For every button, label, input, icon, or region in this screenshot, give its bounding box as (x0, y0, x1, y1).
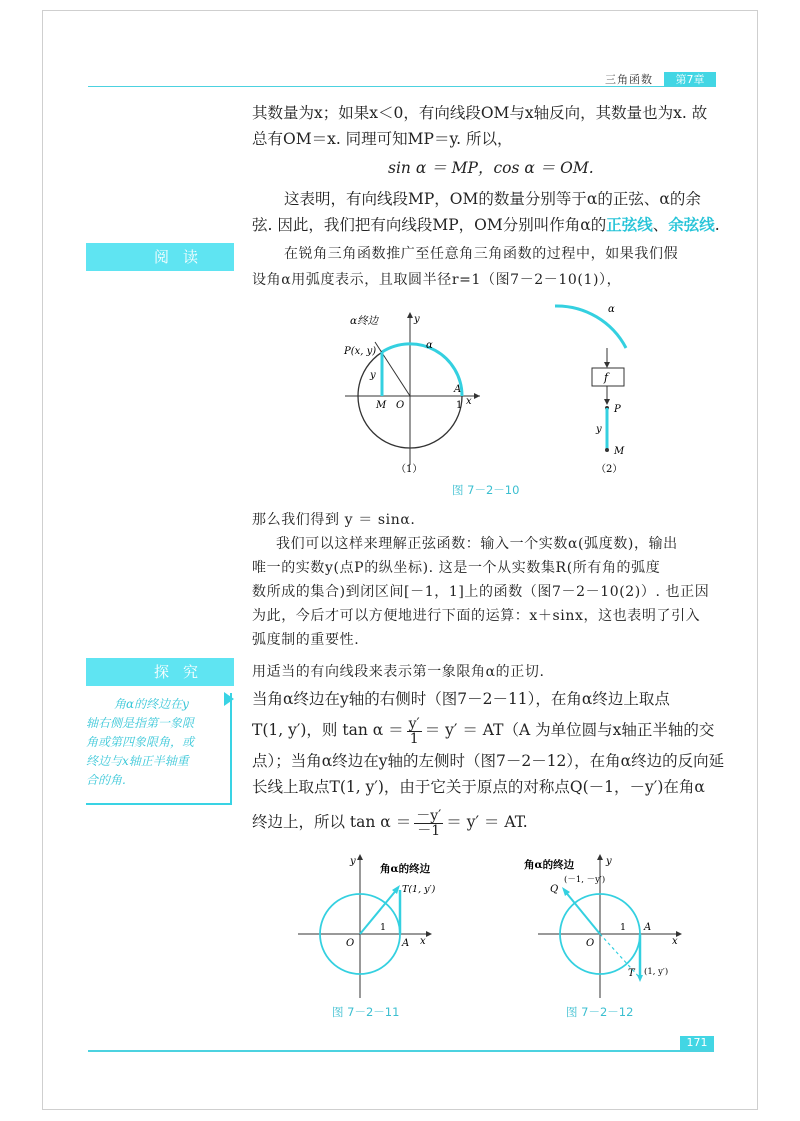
figure-7-2-10 (330, 300, 660, 500)
paragraph-line: 其数量为x；如果x＜0，有向线段OM与x轴反向，其数量也为x. 故 (252, 104, 708, 122)
reading-tab: 阅读 (86, 243, 234, 271)
explore-line-frac (252, 804, 528, 840)
label-a: A (644, 922, 652, 933)
note-line: 角或第四象限角，或 (86, 735, 195, 749)
paragraph-line (252, 212, 720, 238)
tangent-arrow-icon (637, 975, 643, 982)
note-line: 终边与x轴正半轴重 (86, 754, 189, 768)
paragraph-line: 这表明，有向线段MP，OM的数量分别等于α的正弦、α的余 (284, 190, 701, 208)
label-x: x (420, 936, 426, 947)
reading-line: 唯一的实数y(点P的纵坐标). 这是一个从实数集R(所有角的弧度 (252, 560, 661, 576)
page-number: 171 (680, 1036, 714, 1050)
label-m: M (376, 400, 387, 411)
explore-line-frac (252, 712, 714, 748)
label-y: y (606, 856, 612, 867)
note-arrow-icon (224, 692, 234, 706)
formula-sin-cos: sin α ＝ MP，cos α ＝ OM. (388, 159, 594, 177)
period: . (714, 216, 720, 234)
label-p2: P (614, 404, 621, 415)
reading-line: 我们可以这样来理解正弦函数：输入一个实数α(弧度数)，输出 (276, 536, 678, 552)
label-p: P(x, y) (344, 346, 377, 357)
paragraph-text: 弦. 因此，我们把有向线段MP，OM分别叫作角α的 (252, 216, 607, 234)
figure-caption: 图 7－2－10 (452, 483, 520, 497)
header-chapter-badge: 第7章 (664, 72, 716, 87)
explore-text: ＝ y′ ＝ AT（A 为单位圆与x轴正半轴的交 (424, 721, 715, 739)
alpha-arc (555, 306, 626, 348)
label-alpha2: α (608, 304, 615, 315)
x-axis-arrow-icon (426, 931, 432, 937)
explore-line: 用适当的有向线段来表示第一象限角α的正切. (252, 664, 545, 680)
subcaption-2: （2） (596, 464, 623, 475)
label-o: O (346, 938, 355, 949)
x-axis-arrow-icon (474, 393, 480, 399)
fraction-den: －1 (417, 822, 441, 839)
label-t-coord: (1, y′) (644, 967, 669, 977)
label-o: O (586, 938, 595, 949)
y-axis-arrow-icon (407, 312, 413, 318)
label-terminal: 角α的终边 (380, 863, 431, 875)
fraction-2 (414, 809, 443, 838)
figure-7-2-12 (520, 850, 700, 1000)
y-axis-arrow-icon (357, 854, 363, 860)
label-y2: y (596, 424, 602, 435)
label-y: y (370, 370, 376, 381)
sidebar-note (86, 695, 222, 790)
reading-line: 为此，今后才可以方便地进行下面的运算：x＋sinx，这也表明了引入 (252, 608, 701, 624)
note-line: 角α的终边在y (114, 697, 189, 711)
header-section-title: 三角函数 (605, 73, 653, 86)
explore-tab: 探究 (86, 658, 234, 686)
explore-text: ＝ y′ ＝ AT. (446, 813, 528, 831)
label-t: T (628, 968, 635, 979)
fraction-den: 1 (409, 730, 419, 747)
reading-line: 弧度制的重要性. (252, 632, 360, 648)
note-line: 轴右侧是指第一象限 (86, 716, 195, 730)
term-sine-line: 正弦线 (606, 215, 653, 234)
point-m (605, 448, 609, 452)
figure-7-2-11 (290, 850, 460, 1000)
explore-text: 终边上，所以 tan α ＝ (252, 813, 412, 831)
label-y-axis: y (414, 314, 420, 325)
figure-caption: 图 7－2－11 (332, 1005, 400, 1019)
footer-rule (88, 1050, 714, 1052)
fraction-num: y′ (408, 715, 420, 732)
label-a: A (402, 938, 410, 949)
output-arrow-icon (604, 399, 610, 405)
label-one: 1 (456, 400, 463, 411)
reading-line: 在锐角三角函数推广至任意角三角函数的过程中，如果我们假 (284, 246, 679, 262)
label-one: 1 (620, 922, 627, 933)
fraction-1 (407, 717, 422, 746)
reading-line: 设角α用弧度表示，且取圆半径r=1（图7－2－10(1)）， (252, 272, 622, 288)
explore-line: 当角α终边在y轴的右侧时（图7－2－11），在角α终边上取点 (252, 690, 670, 708)
label-terminal: 角α的终边 (524, 859, 575, 871)
subcaption-1: （1） (396, 464, 423, 475)
input-arrow-icon (604, 362, 610, 368)
label-q-coord: (－1, －y′) (564, 875, 606, 885)
label-q: Q (550, 884, 559, 895)
label-a: A (454, 384, 462, 395)
label-y: y (350, 856, 356, 867)
term-cosine-line: 余弦线 (668, 215, 715, 234)
label-one: 1 (380, 922, 387, 933)
label-f: f (604, 371, 609, 384)
label-x: x (672, 936, 678, 947)
figure-caption: 图 7－2－12 (566, 1005, 634, 1019)
terminal-side (375, 342, 410, 396)
reading-line: 数所成的集合)到闭区间[－1，1]上的函数（图7－2－10(2)）. 也正因 (252, 584, 710, 600)
explore-text: T(1, y′)，则 tan α ＝ (252, 721, 404, 739)
fraction-num: －y′ (416, 807, 442, 824)
y-axis-arrow-icon (597, 854, 603, 860)
label-alpha: α (426, 340, 433, 351)
explore-line: 长线上取点T(1, y′)，由于它关于原点的对称点Q(－1，－y′)在角α (252, 778, 705, 796)
label-o: O (396, 400, 405, 411)
term-separator: 、 (652, 216, 669, 234)
label-x-axis: x (466, 396, 472, 407)
label-t: T(1, y′) (402, 884, 436, 895)
explore-line: 点）；当角α终边在y轴的左侧时（图7－2－12），在角α终边的反向延 (252, 752, 725, 770)
label-m2: M (614, 446, 625, 457)
terminal-side (564, 890, 600, 934)
reading-line: 那么我们得到 y ＝ sinα. (252, 512, 416, 528)
arc-alpha (382, 344, 462, 396)
label-terminal: α终边 (350, 315, 379, 327)
note-line: 合的角. (86, 773, 126, 787)
header-rule (88, 86, 714, 87)
paragraph-line: 总有OM＝x. 同理可知MP＝y. 所以， (252, 130, 513, 148)
